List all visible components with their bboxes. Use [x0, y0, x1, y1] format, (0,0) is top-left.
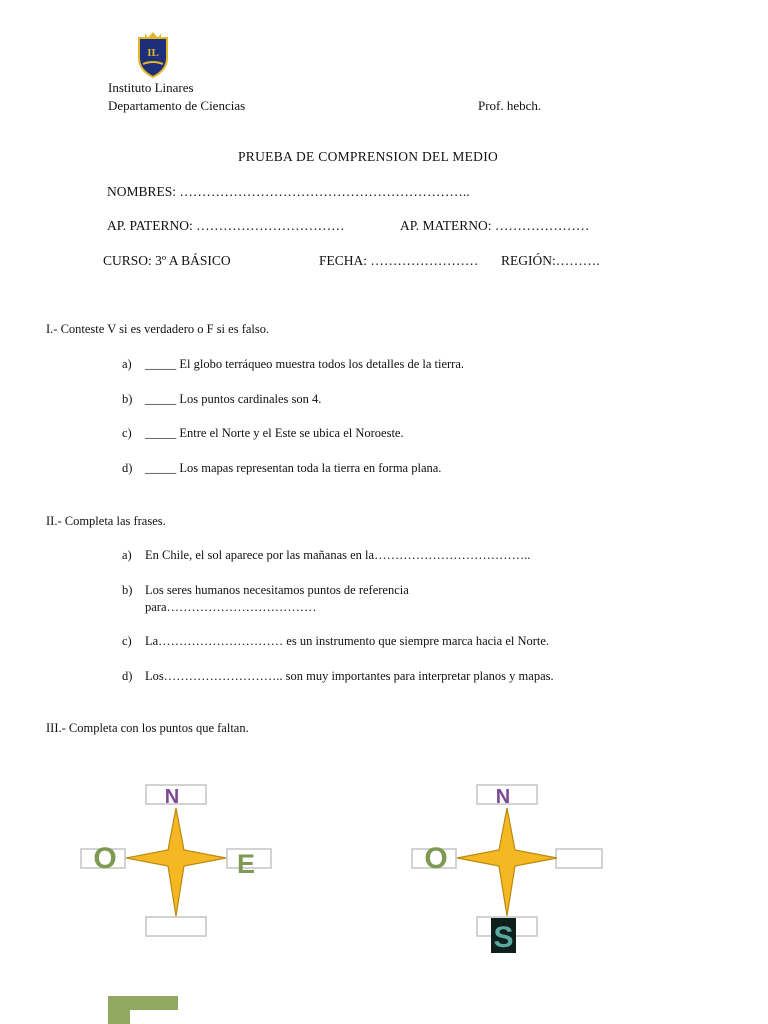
institution-name: Instituto Linares [108, 80, 194, 95]
s1-d-text: _____ Los mapas representan toda la tierra en forma plana. [145, 461, 442, 475]
compass-rose-2 [407, 780, 607, 956]
s2-b-letter: b) [122, 583, 133, 597]
fecha-field: FECHA: …………………… [319, 253, 479, 268]
section-2-heading: II.- Completa las frases. [46, 514, 166, 528]
s2-c-text: La………………………… es un instrumento que siempre marca hacia el Norte. [145, 634, 550, 648]
s2-d-letter: d) [122, 669, 133, 683]
s1-a-text: _____ El globo terráqueo muestra todos los detalles de la tierra. [145, 357, 465, 371]
compass-1-star-icon [126, 808, 226, 916]
s2-a-letter: a) [122, 548, 132, 562]
compass-1-west-label: O [93, 842, 117, 875]
compass-2-west-label: O [424, 842, 448, 875]
teacher-name: Prof. hebch. [478, 98, 542, 113]
compass-1-north-label: N [164, 786, 180, 808]
compass-2-star-icon [457, 808, 557, 916]
section-3-heading: III.- Completa con los puntos que faltan. [46, 721, 249, 735]
compass-2-east-box[interactable] [556, 849, 602, 868]
compass-1-south-box[interactable] [146, 917, 206, 936]
section-1-heading: I.- Conteste V si es verdadero o F si es falso. [46, 322, 270, 336]
s1-c-letter: c) [122, 426, 132, 440]
compass-2-south-label: S [493, 921, 514, 954]
s2-b-text-cont: para……………………………… [145, 600, 317, 614]
logo-letters: IL [147, 47, 159, 59]
region-field: REGIÓN:………. [501, 253, 600, 268]
ap-materno-field: AP. MATERNO: ………………… [400, 218, 590, 233]
decorative-green-block [108, 996, 178, 1024]
s2-c-letter: c) [122, 634, 132, 648]
s1-a-letter: a) [122, 357, 132, 371]
institute-logo [135, 30, 171, 78]
s1-b-text: _____ Los puntos cardinales son 4. [145, 392, 322, 406]
s1-d-letter: d) [122, 461, 133, 475]
department-name: Departamento de Ciencias [108, 98, 246, 113]
curso-field: CURSO: 3º A BÁSICO [103, 253, 231, 268]
compass-rose-1 [76, 780, 276, 942]
nombres-field: NOMBRES: ……………………………………………………….. [107, 184, 470, 199]
compass-2-north-label: N [495, 786, 511, 808]
ap-paterno-field: AP. PATERNO: …………………………… [107, 218, 345, 233]
compass-1-east-label: E [236, 849, 256, 879]
test-title: PRUEBA DE COMPRENSION DEL MEDIO [238, 149, 499, 164]
s1-b-letter: b) [122, 392, 133, 406]
s1-c-text: _____ Entre el Norte y el Este se ubica el Noroeste. [145, 426, 404, 440]
s2-d-text: Los……………………….. son muy importantes para interpretar planos y mapas. [145, 669, 554, 683]
s2-a-text: En Chile, el sol aparece por las mañanas en la……………………………….. [145, 548, 531, 562]
s2-b-text: Los seres humanos necesitamos puntos de referencia [145, 583, 409, 597]
